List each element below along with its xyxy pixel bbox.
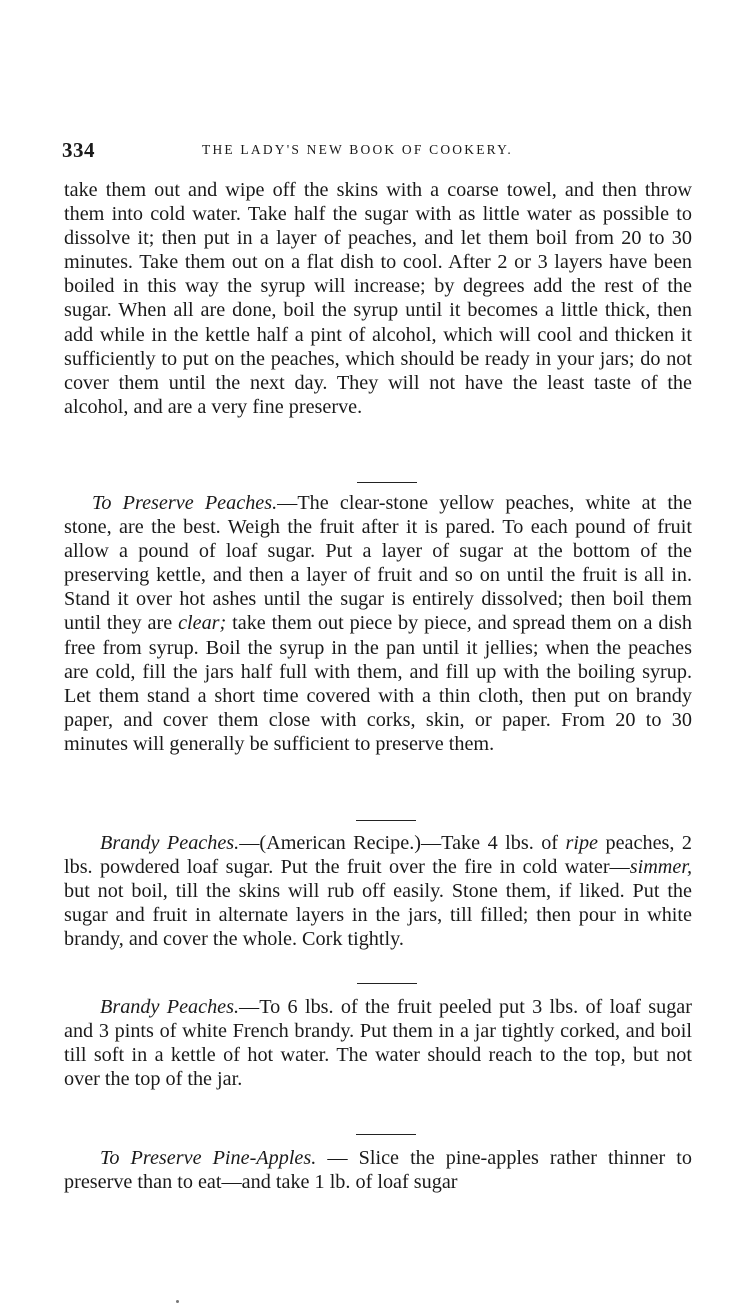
- recipe-brandy-peaches-american: [64, 831, 692, 951]
- page-header: [62, 138, 702, 162]
- section-divider: [357, 983, 417, 984]
- recipe-to-preserve-pine-apples: [64, 1146, 692, 1194]
- recipe-to-preserve-peaches: [64, 491, 692, 756]
- paragraph-text: take them out and wipe off the skins with a coarse towel, and then throw them into cold water. Take half the sugar with as little water as possible to dissolve it; then put in a layer of peaches, and let them boil from 20 to 30 minutes. Take them out on a flat dish to cool. After 2 or 3 layers have been boiled in this way the syrup will increase; by degrees add the rest of the sugar. When all are done, boil the syrup until it becomes a little thick, then add while in the kettle half a pint of alcohol, which will cool and thicken it sufficiently to put on the peaches, which should be ready in your jars; do not cover them until the next day. They will not have the least taste of the alcohol, and are a very fine preserve.: [64, 179, 692, 418]
- recipe-text: — Slice the pine-apples rather thinner to preserve than to eat—and take 1 lb. of loaf sugar: [64, 1147, 692, 1194]
- recipe-heading: To Preserve Peaches.: [92, 492, 278, 514]
- recipe-text: take them out piece by piece, and spread them on a dish free from syrup. Boil the syrup in the pan until it jellies; when the peaches are cold, fill the jars half full with them, and fill up with the boiling syrup. Let them stand a short time covered with a thin cloth, then put on brandy paper, and cover them close with corks, skin, or paper. From 20 to 30 minutes will generally be sufficient to preserve them.: [64, 612, 692, 755]
- running-title: THE LADY'S NEW BOOK OF COOKERY.: [202, 142, 513, 157]
- recipe-heading: To Preserve Pine-Apples.: [100, 1147, 317, 1169]
- recipe-brandy-peaches: [64, 995, 692, 1091]
- page-number: 334: [62, 138, 95, 162]
- recipe-heading: Brandy Peaches.: [100, 996, 240, 1018]
- recipe-emphasis: simmer,: [629, 856, 692, 879]
- scan-speck: [176, 1300, 179, 1303]
- section-divider: [356, 1134, 416, 1135]
- recipe-text: —(American Recipe.)—Take 4 lbs. of: [239, 832, 566, 854]
- paragraph-peach-preserve-continued: [64, 178, 692, 419]
- recipe-text: —To 6 lbs. of the fruit peeled put 3 lbs. of loaf sugar and 3 pints of white French brandy. Put them in a jar tightly corked, and boil till soft in a kettle of hot water. The water should reach to the top, but not over the top of the jar.: [64, 996, 692, 1091]
- recipe-text: peaches, 2 lbs. powdered loaf sugar. Put the fruit over the fire in cold water—: [64, 832, 692, 879]
- recipe-text: —The clear-stone yellow peaches, white at the stone, are the best. Weigh the fruit after it is pared. To each pound of fruit allow a pound of loaf sugar. Put a layer of sugar at the bottom of the preserving kettle, and then a layer of fruit and so on until the fruit is all in. Stand it over hot ashes until the sugar is entirely dissolved; then boil them until they are: [64, 492, 692, 635]
- recipe-emphasis: clear;: [178, 612, 227, 635]
- recipe-text: but not boil, till the skins will rub off easily. Stone them, if liked. Put the sugar and fruit in alternate layers in the jars, till filled; then pour in white brandy, and cover the whole. Cork tightly.: [64, 880, 692, 951]
- recipe-heading: Brandy Peaches.: [100, 832, 240, 854]
- section-divider: [357, 482, 417, 483]
- recipe-emphasis: ripe: [565, 832, 599, 854]
- section-divider: [356, 820, 416, 821]
